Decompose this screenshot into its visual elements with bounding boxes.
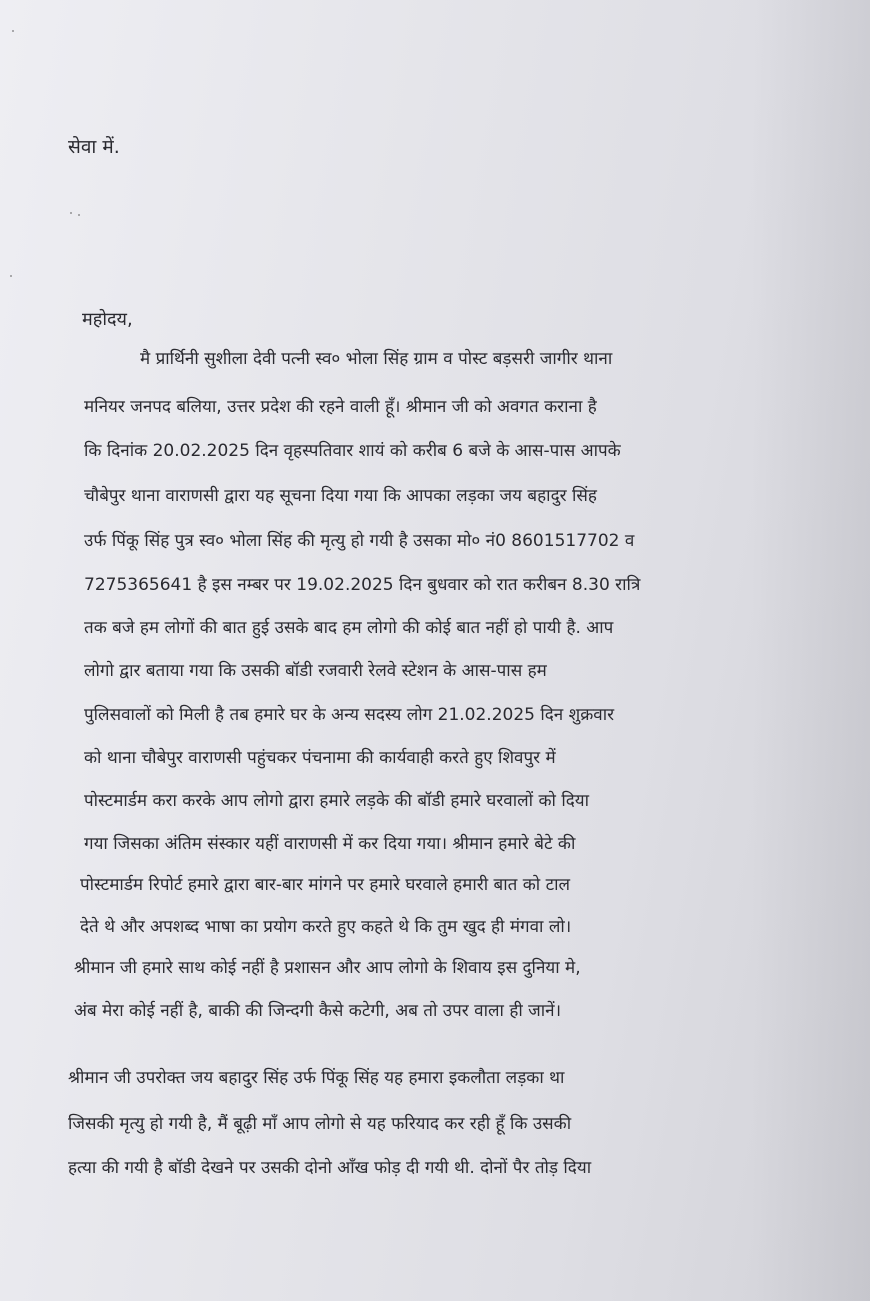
paragraph1-line: पोस्टमार्डम करा करके आप लोगो द्वारा हमारे लड़के की बॉडी हमारे घरवालों को दिया [84, 791, 590, 811]
paper-speck [70, 212, 72, 214]
paragraph2-line: हत्या की गयी है बॉडी देखने पर उसकी दोनो आँख फोड़ दी गयी थी. दोनों पैर तोड़ दिया [68, 1158, 592, 1178]
paper-shadow [750, 0, 870, 1301]
paragraph1-line: मै प्रार्थिनी सुशीला देवी पत्नी स्व० भोला सिंह ग्राम व पोस्ट बड़सरी जागीर थाना [140, 349, 613, 369]
paragraph1-line: मनियर जनपद बलिया, उत्तर प्रदेश की रहने वाली हूँ। श्रीमान जी को अवगत कराना है [84, 397, 597, 417]
paragraph1-line: पुलिसवालों को मिली है तब हमारे घर के अन्य सदस्य लोग 21.02.2025 दिन शुक्रवार [84, 705, 615, 725]
addressee-line: सेवा में. [68, 136, 120, 158]
paper-speck [10, 275, 12, 277]
paper-speck [12, 30, 14, 32]
greeting-line: महोदय, [82, 309, 133, 330]
paragraph1-line: 7275365641 है इस नम्बर पर 19.02.2025 दिन बुधवार को रात करीबन 8.30 रात्रि [84, 575, 641, 595]
paragraph1-line: तक बजे हम लोगों की बात हुई उसके बाद हम लोगो की कोई बात नहीं हो पायी है. आप [84, 618, 614, 638]
paper-speck [78, 214, 80, 216]
paragraph1-line: कि दिनांक 20.02.2025 दिन वृहस्पतिवार शायं को करीब 6 बजे के आस-पास आपके [84, 441, 621, 461]
paragraph1-line: चौबेपुर थाना वाराणसी द्वारा यह सूचना दिया गया कि आपका लड़का जय बहादुर सिंह [84, 486, 597, 506]
paragraph1-line: उर्फ पिंकू सिंह पुत्र स्व० भोला सिंह की मृत्यु हो गयी है उसका मो० नं0 8601517702 व [84, 531, 635, 551]
paragraph1-line: देते थे और अपशब्द भाषा का प्रयोग करते हुए कहते थे कि तुम खुद ही मंगवा लो। [80, 917, 572, 937]
paragraph1-line: पोस्टमार्डम रिपोर्ट हमारे द्वारा बार-बार मांगने पर हमारे घरवाले हमारी बात को टाल [80, 875, 571, 895]
paragraph1-line: अंब मेरा कोई नहीं है, बाकी की जिन्दगी कैसे कटेगी, अब तो उपर वाला ही जानें। [74, 1001, 562, 1021]
paragraph2-line: जिसकी मृत्यु हो गयी है, मैं बूढ़ी माँ आप लोगो से यह फरियाद कर रही हूँ कि उसकी [68, 1114, 572, 1134]
paragraph1-line: लोगो द्वार बताया गया कि उसकी बॉडी रजवारी रेलवे स्टेशन के आस-पास हम [84, 661, 547, 681]
paragraph1-line: गया जिसका अंतिम संस्कार यहीं वाराणसी में कर दिया गया। श्रीमान हमारे बेटे की [84, 834, 576, 854]
paragraph1-line: को थाना चौबेपुर वाराणसी पहुंचकर पंचनामा की कार्यवाही करते हुए शिवपुर में [84, 748, 556, 768]
paragraph1-line: श्रीमान जी हमारे साथ कोई नहीं है प्रशासन और आप लोगो के शिवाय इस दुनिया मे, [74, 958, 581, 978]
paragraph2-line: श्रीमान जी उपरोक्त जय बहादुर सिंह उर्फ पिंकू सिंह यह हमारा इकलौता लड़का था [68, 1068, 565, 1088]
